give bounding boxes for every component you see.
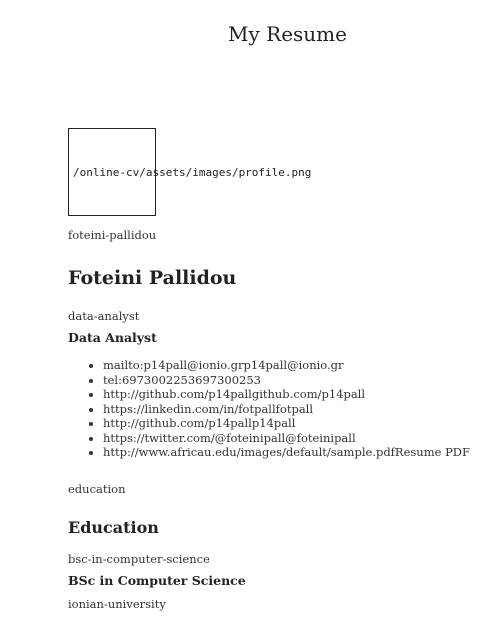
contact-list [68,358,470,460]
school-anchor-id: ionian-university [68,597,166,611]
profile-image-alt-text: /online-cv/assets/images/profile.png [73,166,312,179]
education-heading: Education [68,518,159,537]
contact-twitter-link[interactable]: • https://twitter.com/@foteinipall@foteinipall [103,431,470,446]
education-anchor-id: education [68,482,126,496]
page-title: My Resume [228,22,347,46]
contact-github-profile-link[interactable]: • http://github.com/p14pallp14pall [103,416,470,431]
contact-github-link[interactable]: • http://github.com/p14pallgithub.com/p14pall [103,387,470,402]
profile-anchor-id: foteini-pallidou [68,228,157,242]
contact-email-link[interactable]: • mailto:p14pall@ionio.grp14pall@ionio.gr [103,358,470,373]
role-anchor-id: data-analyst [68,309,140,323]
profile-name: Foteini Pallidou [68,267,237,289]
degree-anchor-id: bsc-in-computer-science [68,552,210,566]
profile-image-placeholder [68,128,312,216]
contact-linkedin-link[interactable]: • https://linkedin.com/in/fotpallfotpall [103,402,470,417]
profile-role: Data Analyst [68,330,157,345]
degree-title: BSc in Computer Science [68,573,246,588]
resume-pdf-link[interactable]: • http://www.africau.edu/images/default/sample.pdfResume PDF [103,445,470,460]
contact-phone-link[interactable]: • tel:6973002253697300253 [103,373,470,388]
